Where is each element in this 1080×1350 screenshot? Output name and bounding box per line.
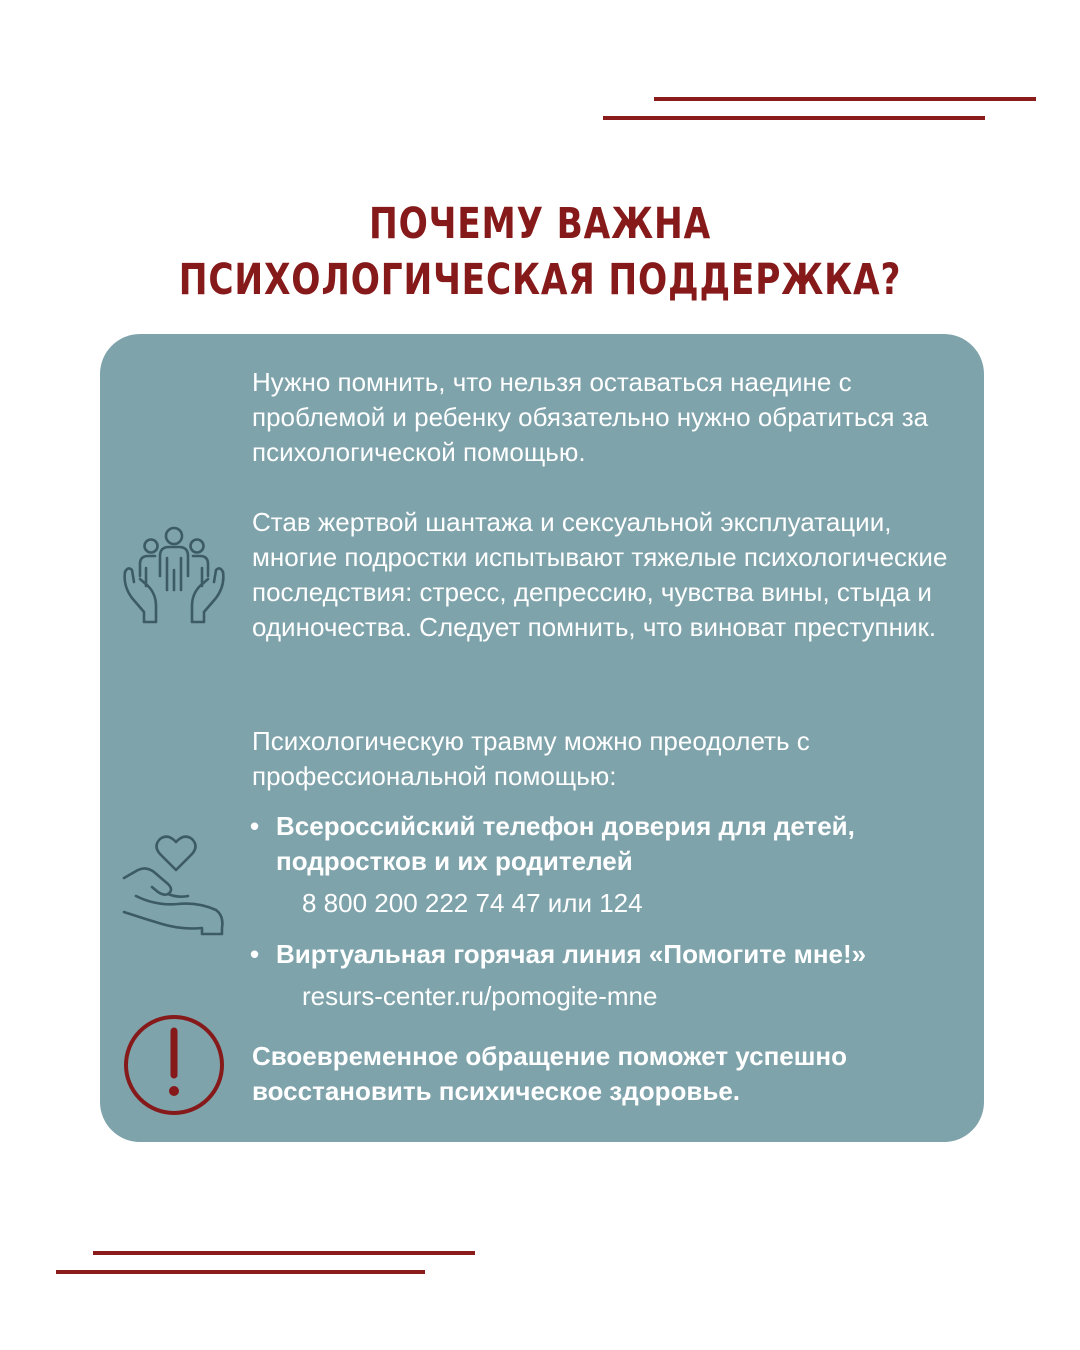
decorative-line-bottom-2 (56, 1270, 425, 1274)
bullet-dot: • (250, 811, 260, 841)
exclamation-circle-icon (122, 1013, 226, 1117)
paragraph-consequences: Став жертвой шантажа и сексуальной эксплуатации, многие подростки испытывают тяжелые психологические последствия: стресс, депрессию, чувства вины, стыда и одиночества. Следует помнить, что виноват преступник. (252, 507, 948, 642)
paragraph-stay-not-alone: Нужно помнить, что нельзя оставаться наедине с проблемой и ребенку обязательно нужно обратиться за психологической помощью. (252, 367, 929, 467)
helpline-phone[interactable]: 8 800 200 222 74 47 или 124 (302, 888, 643, 918)
helpline-title: Всероссийский телефон доверия для детей, подростков и их родителей (276, 811, 855, 876)
closing-note: Своевременное обращение поможет успешно восстановить психическое здоровье. (252, 1041, 847, 1106)
decorative-line-bottom-1 (93, 1251, 475, 1255)
bullet-dot: • (250, 939, 260, 969)
list-item-hotline (250, 937, 976, 972)
paragraph-professional-help: Психологическую травму можно преодолеть с профессиональной помощью: (252, 726, 810, 791)
hotline-title: Виртуальная горячая линия «Помогите мне!» (276, 939, 867, 969)
info-card (100, 334, 984, 1142)
decorative-line-top-2 (603, 116, 985, 120)
page-title (0, 196, 1080, 308)
heart-in-hand-icon (122, 832, 226, 938)
title-line-2: ПСИХОЛОГИЧЕСКАЯ ПОДДЕРЖКА? (178, 255, 902, 305)
decorative-line-top-1 (654, 97, 1036, 101)
people-in-hands-icon (122, 524, 226, 626)
list-item-helpline (250, 809, 976, 879)
title-line-1: ПОЧЕМУ ВАЖНА (368, 199, 712, 249)
hotline-link[interactable]: resurs-center.ru/pomogite-mne (302, 981, 658, 1011)
